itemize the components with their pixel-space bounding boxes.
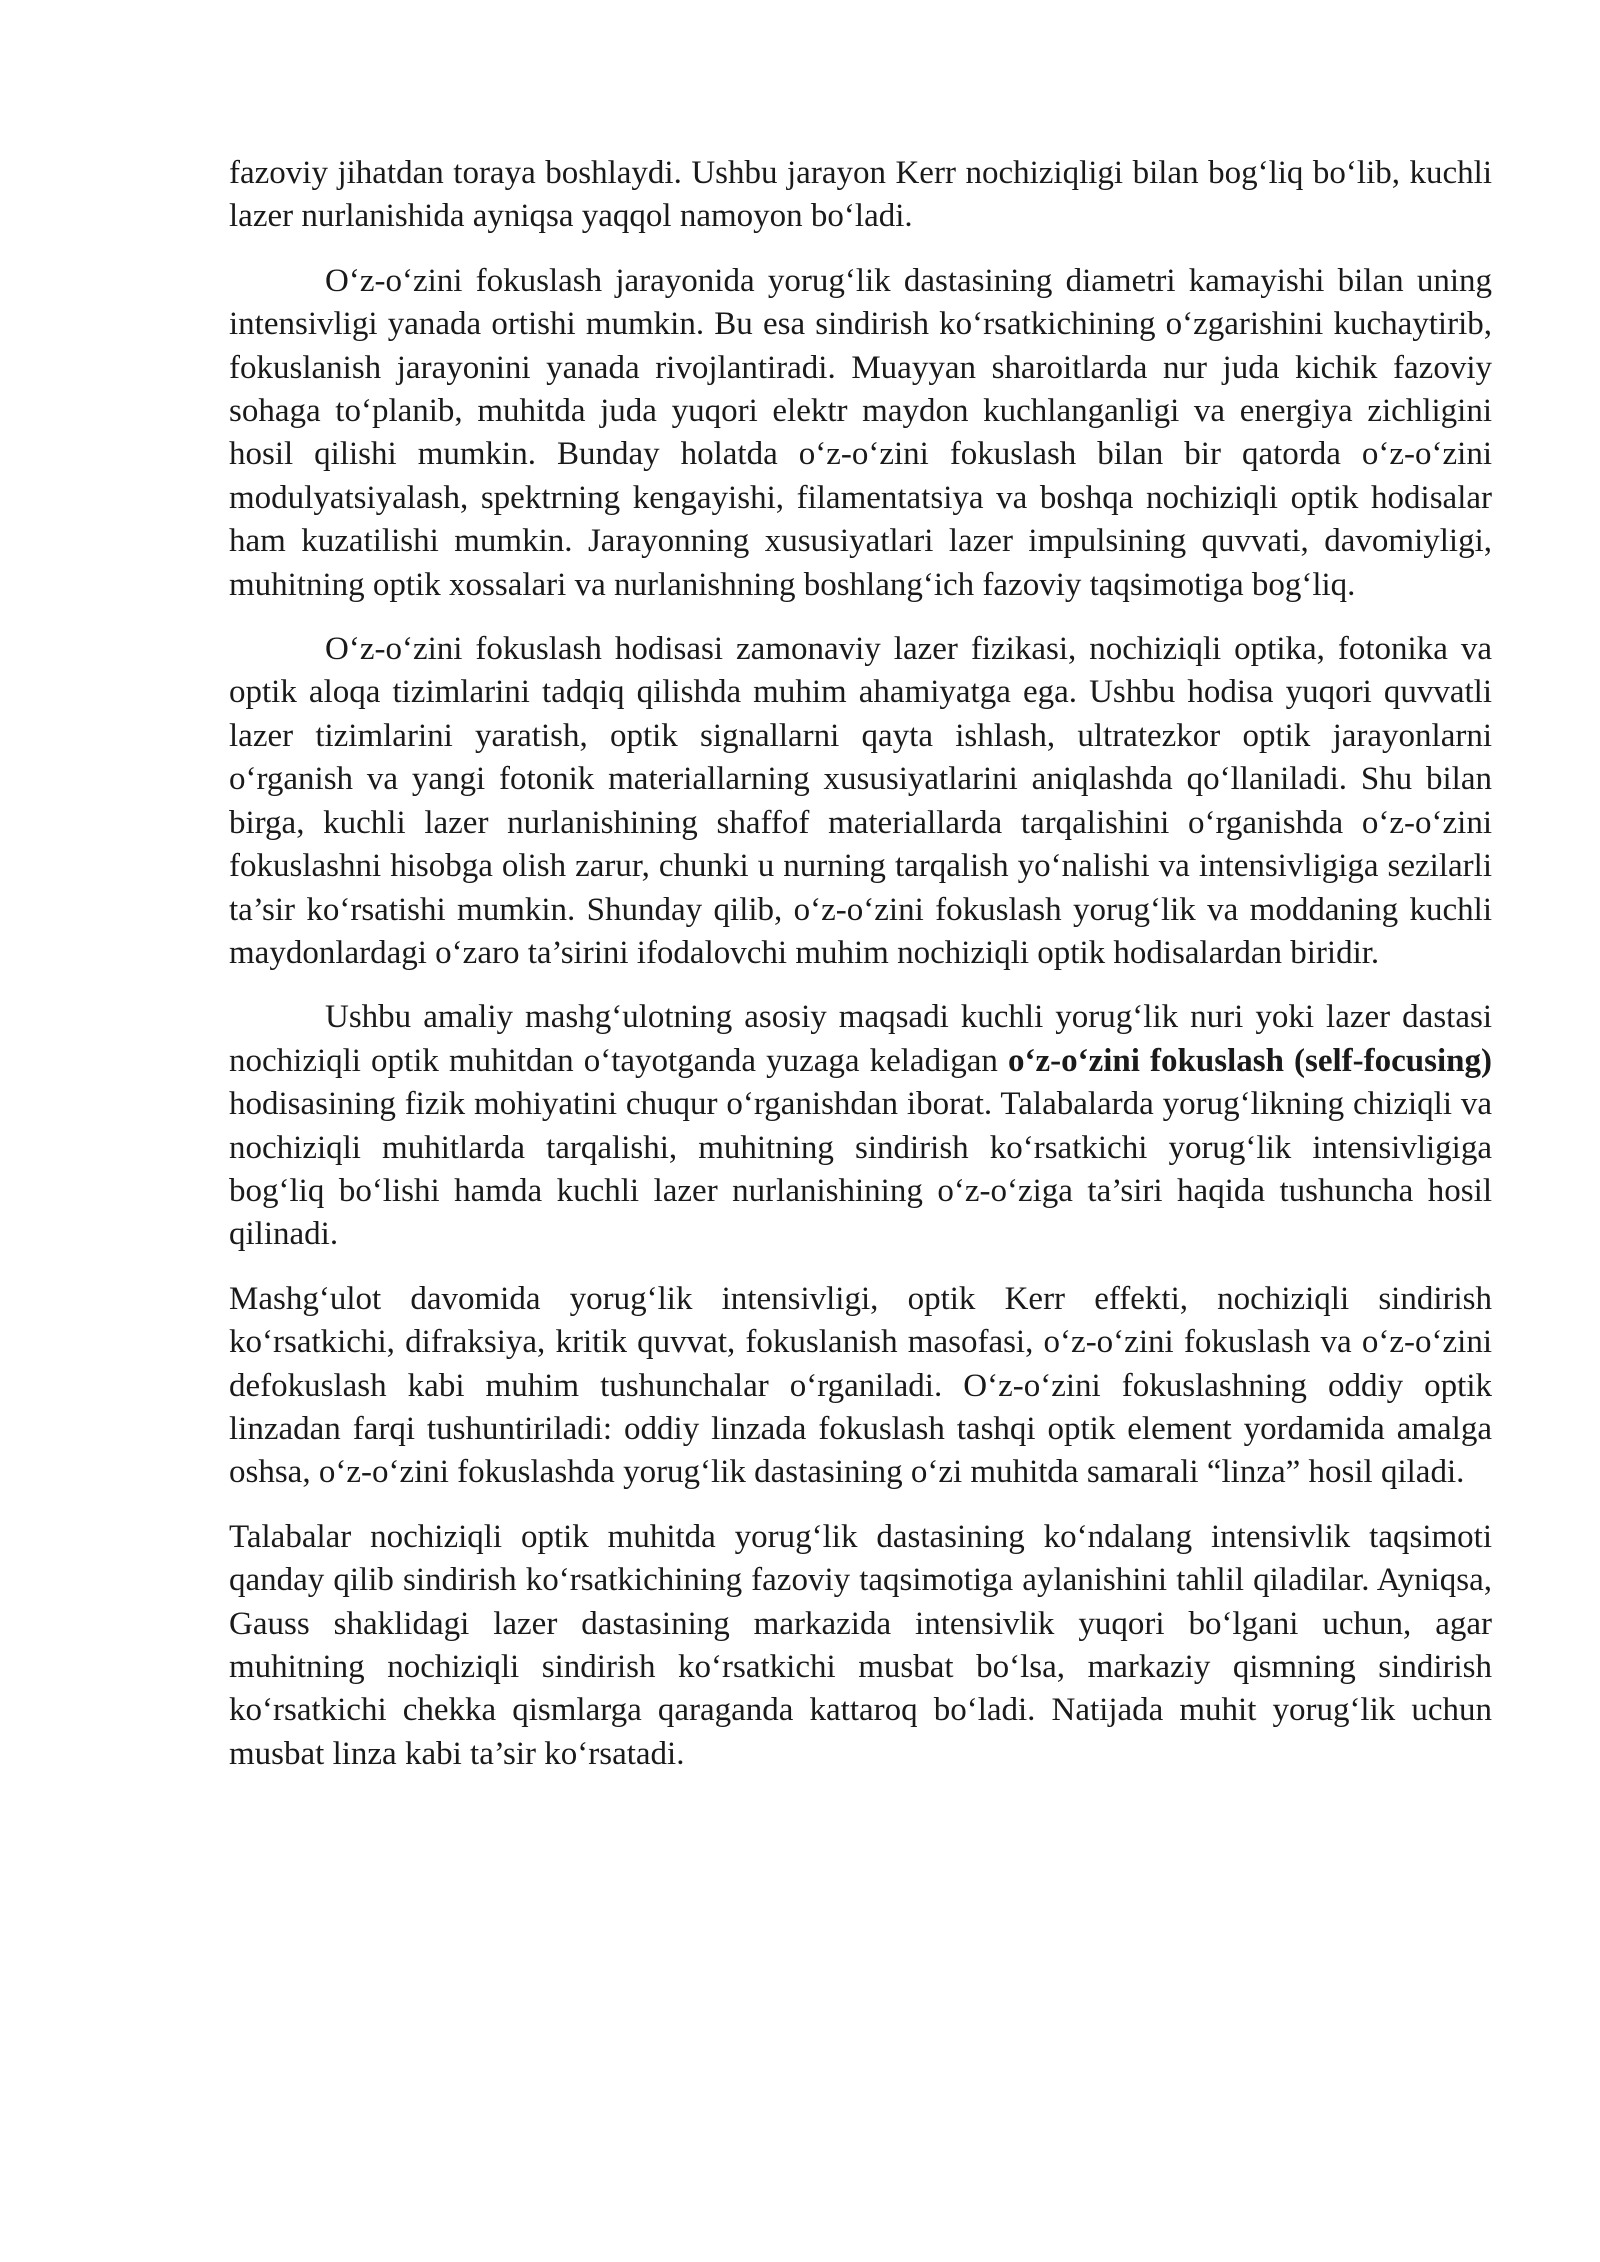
paragraph-4-text-after: hodisasining fizik mohiyatini chuqur o‘rganishdan iborat. Talabalarda yorug‘likning chiziqli va nochiziqli muhitlarda tarqalishi, muhitning sindirish ko‘rsatkichi yorug‘lik intensivligiga bog‘liq bo‘lishi hamda kuchli lazer nurlanishining o‘z-o‘ziga ta’siri haqida tushuncha hosil qilinadi.: [229, 1086, 1492, 1253]
paragraph-4-text-before: Ushbu amaliy mashg‘ulotning asosiy maqsadi kuchli yorug‘lik nuri yoki lazer dastasi nochiziqli optik muhitdan o‘tayotganda yuzaga keladigan: [229, 999, 1492, 1079]
document-page: [229, 152, 1492, 1797]
paragraph-2: O‘z-o‘zini fokuslash jarayonida yorug‘lik dastasining diametri kamayishi bilan uning intensivligi yanada ortishi mumkin. Bu esa sindirish ko‘rsatkichining o‘zgarishini kuchaytirib, fokuslanish jarayonini yanada rivojlantiradi. Muayyan sharoitlarda nur juda kichik fazoviy sohaga to‘planib, muhitda juda yuqori elektr maydon kuchlanganligi va energiya zichligini hosil qilishi mumkin. Bunday holatda o‘z-o‘zini fokuslash bilan bir qatorda o‘z-o‘zini modulyatsiyalash, spektrning kengayishi, filamentatsiya va boshqa nochiziqli optik hodisalar ham kuzatilishi mumkin. Jarayonning xususiyatlari lazer impulsining quvvati, davomiyligi, muhitning optik xossalari va nurlanishning boshlang‘ich fazoviy taqsimotiga bog‘liq.: [229, 262, 1492, 603]
paragraph-6: Talabalar nochiziqli optik muhitda yorug‘lik dastasining ko‘ndalang intensivlik taqsimoti qanday qilib sindirish ko‘rsatkichining fazoviy taqsimotiga aylanishini tahlil qiladilar. Ayniqsa, Gauss shaklidagi lazer dastasining markazida intensivlik yuqori bo‘lgani uchun, agar muhitning nochiziqli sindirish ko‘rsatkichi musbat bo‘lsa, markaziy qismning sindirish ko‘rsatkichi chekka qismlarga qaraganda kattaroq bo‘ladi. Natijada muhit yorug‘lik uchun musbat linza kabi ta’sir ko‘rsatadi.: [229, 1518, 1492, 1772]
self-focusing-term: o‘z-o‘zini fokuslash (self-focusing): [1007, 1042, 1492, 1079]
paragraph-3: O‘z-o‘zini fokuslash hodisasi zamonaviy lazer fizikasi, nochiziqli optika, fotonika va optik aloqa tizimlarini tadqiq qilishda muhim ahamiyatga ega. Ushbu hodisa yuqori quvvatli lazer tizimlarini yaratish, optik signallarni qayta ishlash, ultratezkor optik jarayonlarni o‘rganish va yangi fotonik materiallarning xususiyatlarini aniqlashda qo‘llaniladi. Shu bilan birga, kuchli lazer nurlanishining shaffof materiallarda tarqalishini o‘rganishda o‘z-o‘zini fokuslashni hisobga olish zarur, chunki u nurning tarqalish yo‘nalishi va intensivligiga sezilarli ta’sir ko‘rsatishi mumkin. Shunday qilib, o‘z-o‘zini fokuslash yorug‘lik va moddaning kuchli maydonlardagi o‘zaro ta’sirini ifodalovchi muhim nochiziqli optik hodisalardan biridir.: [229, 631, 1492, 971]
paragraph-4: [229, 996, 1492, 1256]
paragraph-5: Mashg‘ulot davomida yorug‘lik intensivligi, optik Kerr effekti, nochiziqli sindirish ko‘rsatkichi, difraksiya, kritik quvvat, fokuslanish masofasi, o‘z-o‘zini fokuslash va o‘z-o‘zini defokuslash kabi muhim tushunchalar o‘rganiladi. O‘z-o‘zini fokuslashning oddiy optik linzadan farqi tushuntiriladi: oddiy linzada fokuslash tashqi optik element yordamida amalga oshsa, o‘z-o‘zini fokuslashda yorug‘lik dastasining o‘zi muhitda samarali “linza” hosil qiladi.: [229, 1280, 1492, 1491]
paragraph-1: fazoviy jihatdan toraya boshlaydi. Ushbu jarayon Kerr nochiziqligi bilan bog‘liq bo‘lib, kuchli lazer nurlanishida ayniqsa yaqqol namoyon bo‘ladi.: [229, 155, 1492, 235]
